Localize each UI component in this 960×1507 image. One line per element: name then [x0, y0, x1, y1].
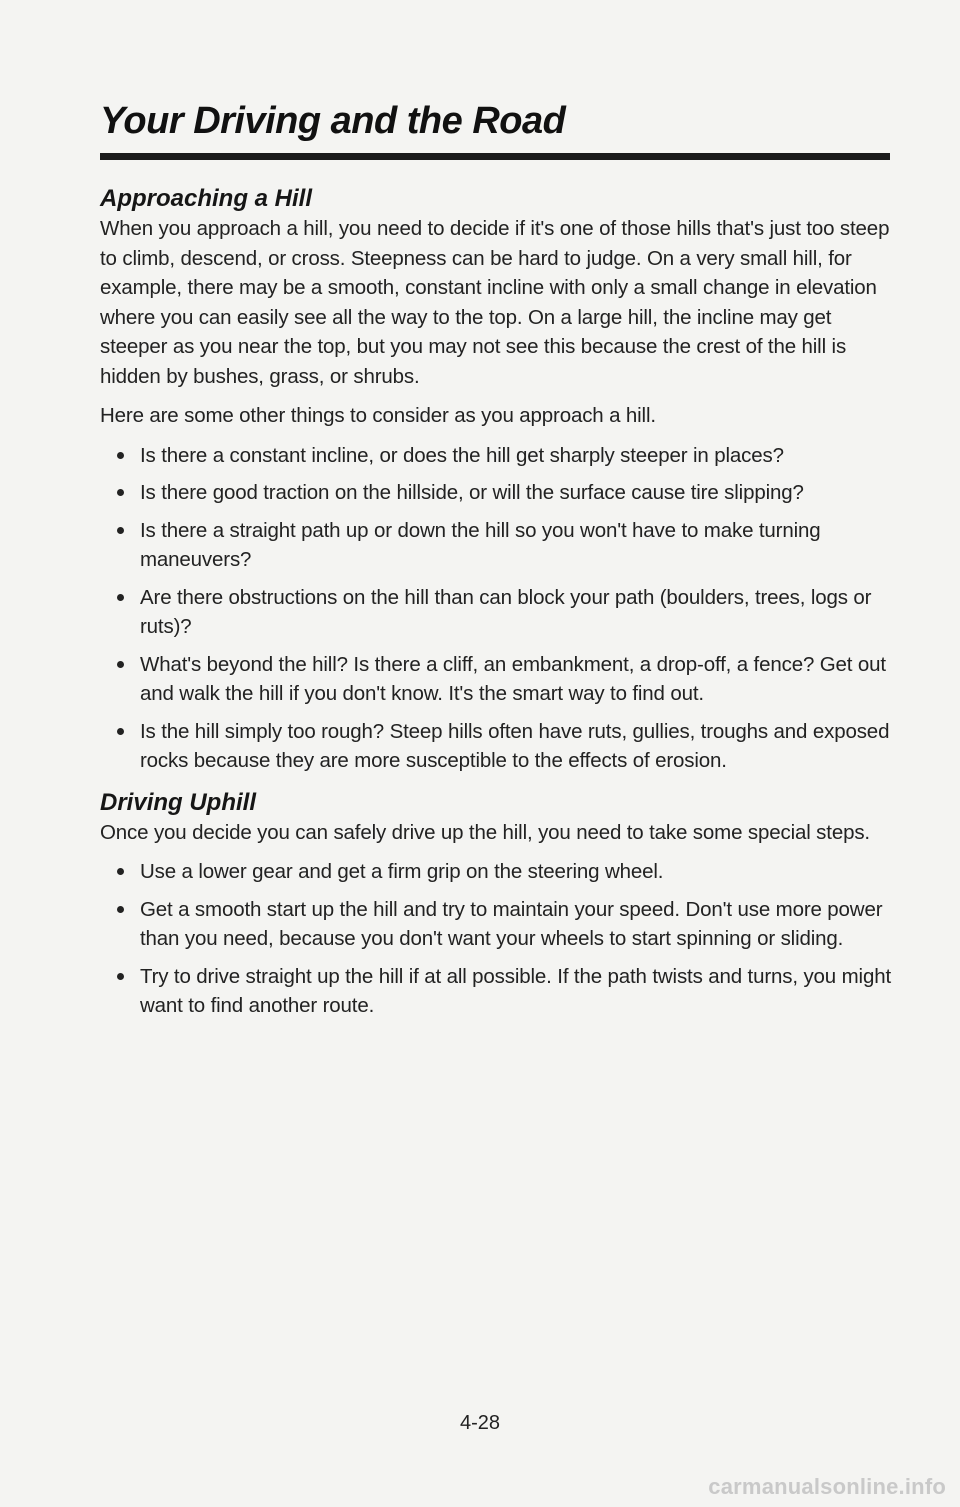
bullet-icon [117, 906, 124, 913]
list-item-text: Is there a constant incline, or does the hill get sharply steeper in places? [140, 443, 784, 467]
bullet-icon [117, 661, 124, 668]
section-heading: Approaching a Hill [100, 185, 313, 212]
list-item-text: Use a lower gear and get a firm grip on the steering wheel. [140, 860, 664, 883]
list-item [100, 895, 895, 954]
bullet-icon [117, 728, 124, 735]
list-item-text: What's beyond the hill? Is there a cliff, an embankment, a drop-off, a fence? Get out and walk the hill if you don't know. It's the smart way to find out. [140, 652, 886, 705]
bullet-list [100, 857, 895, 1021]
chapter-title: Your Driving and the Road [100, 100, 566, 142]
watermark: carmanualsonline.info [708, 1474, 946, 1499]
list-item [100, 962, 895, 1021]
list-item-text: Get a smooth start up the hill and try to maintain your speed. Don't use more power than you need, because you don't want your wheels to start spinning or sliding. [140, 897, 883, 950]
list-item [100, 857, 895, 887]
list-item [100, 441, 895, 471]
title-rule [100, 153, 890, 160]
bullet-list [100, 441, 895, 776]
list-item-text: Is there a straight path up or down the hill so you won't have to make turning maneuvers? [140, 518, 821, 571]
list-item-text: Are there obstructions on the hill than can block your path (boulders, trees, logs or ruts)? [140, 585, 872, 638]
bullet-icon [117, 973, 124, 980]
list-item [100, 717, 895, 776]
section-approaching-a-hill [100, 184, 895, 776]
list-item-text: Try to drive straight up the hill if at all possible. If the path twists and turns, you might want to find another route. [140, 964, 891, 1017]
page-content [100, 184, 895, 1033]
paragraph: When you approach a hill, you need to decide if it's one of those hills that's just too steep to climb, descend, or cross. Steepness can be hard to judge. On a very small hill, for example, there may be a smooth, constant incline with only a small change in elevation where you can easily see all the way to the top. On a large hill, the incline may get steeper as you near the top, but you may not see this because the crest of the hill is hidden by bushes, grass, or shrubs. [100, 217, 890, 388]
paragraph: Once you decide you can safely drive up the hill, you need to take some special steps. [100, 820, 870, 844]
bullet-icon [117, 452, 124, 459]
list-item-text: Is there good traction on the hillside, or will the surface cause tire slipping? [140, 481, 804, 504]
list-item [100, 583, 895, 642]
list-item [100, 478, 895, 508]
bullet-icon [117, 594, 124, 601]
section-driving-uphill [100, 788, 895, 1021]
list-item [100, 650, 895, 709]
page-number: 4-28 [459, 1412, 501, 1434]
list-item-text: Is the hill simply too rough? Steep hills often have ruts, gullies, troughs and exposed rocks because they are more susceptible to the effects of erosion. [140, 719, 890, 772]
bullet-icon [117, 489, 124, 496]
list-item [100, 516, 895, 575]
paragraph: Here are some other things to consider as you approach a hill. [100, 404, 656, 427]
bullet-icon [117, 527, 124, 534]
bullet-icon [117, 868, 124, 875]
section-heading: Driving Uphill [100, 788, 256, 816]
